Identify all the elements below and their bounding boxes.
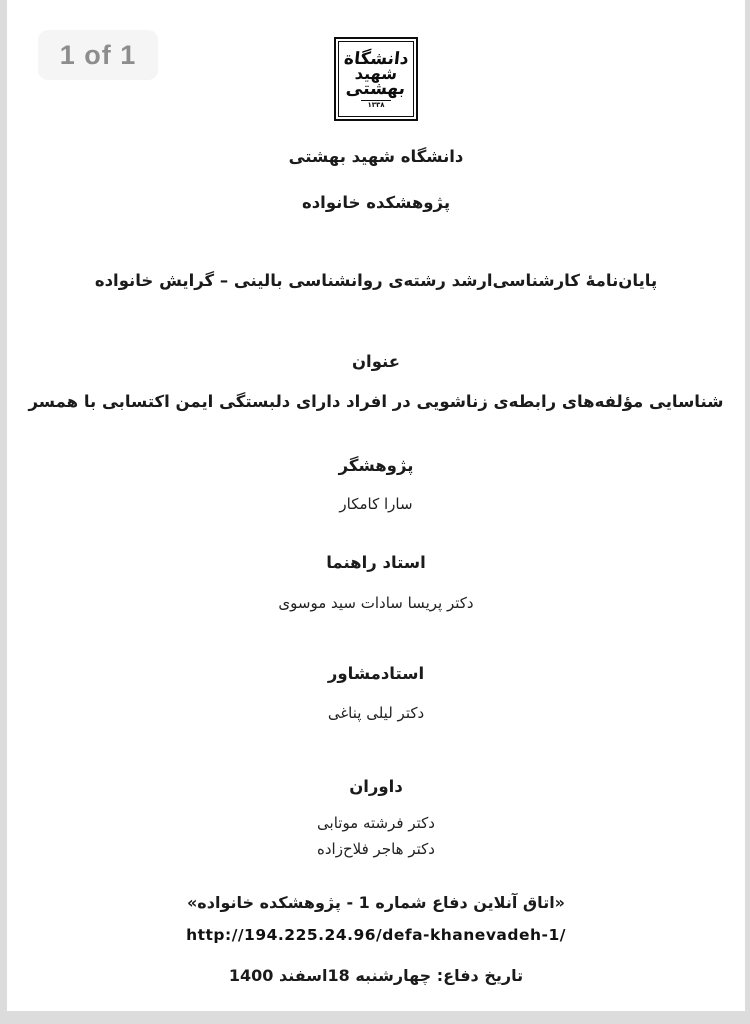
defense-date-line: تاریخ دفاع: چهارشنبه 18اسفند 1400 [228,966,524,985]
document-page [7,0,745,1011]
referee-name-1: دکتر فرشته موتابی [317,814,435,832]
title-section-label: عنوان [351,352,401,371]
university-seal-logo [334,37,418,121]
seal-word-1: دانشگاة [342,48,410,69]
supervisor-name: دکتر پریسا سادات سید موسوی [278,594,474,612]
university-name: دانشگاه شهید بهشتی [288,147,464,166]
supervisor-section-label: استاد راهنما [326,553,426,572]
seal-founding-year: ۱۳۳۸ [361,100,390,108]
referees-section-label: داوران [349,777,403,796]
seal-word-2: شهید [354,64,399,84]
defense-room-line: «اتاق آنلاین دفاع شماره 1 - پژوهشکده خانواده» [186,893,566,912]
page-indicator-badge [38,30,158,80]
referee-name-2: دکتر هاجر فلاح‌زاده [317,840,435,858]
advisor-name: دکتر لیلی پناغی [327,704,425,722]
defense-room-link[interactable]: http://194.225.24.96/defa-khanevadeh-1/ [186,926,566,944]
seal-word-3: بهشتی [345,79,407,100]
advisor-section-label: استادمشاور [327,664,425,683]
researcher-name: سارا کامکار [339,495,413,513]
page-indicator-label: 1 of 1 [59,39,137,70]
degree-program-line: پایان‌نامهٔ کارشناسی‌ارشد رشته‌ی روانشناسی بالینی – گرایش خانواده [94,271,658,290]
university-seal-calligraphy [338,41,414,117]
institute-name: پژوهشکده خانواده [301,193,451,212]
thesis-title: شناسایی مؤلفه‌های رابطه‌ی زناشویی در افراد دارای دلبستگی ایمن اکتسابی با همسر [28,392,724,411]
researcher-section-label: پژوهشگر [338,456,414,475]
